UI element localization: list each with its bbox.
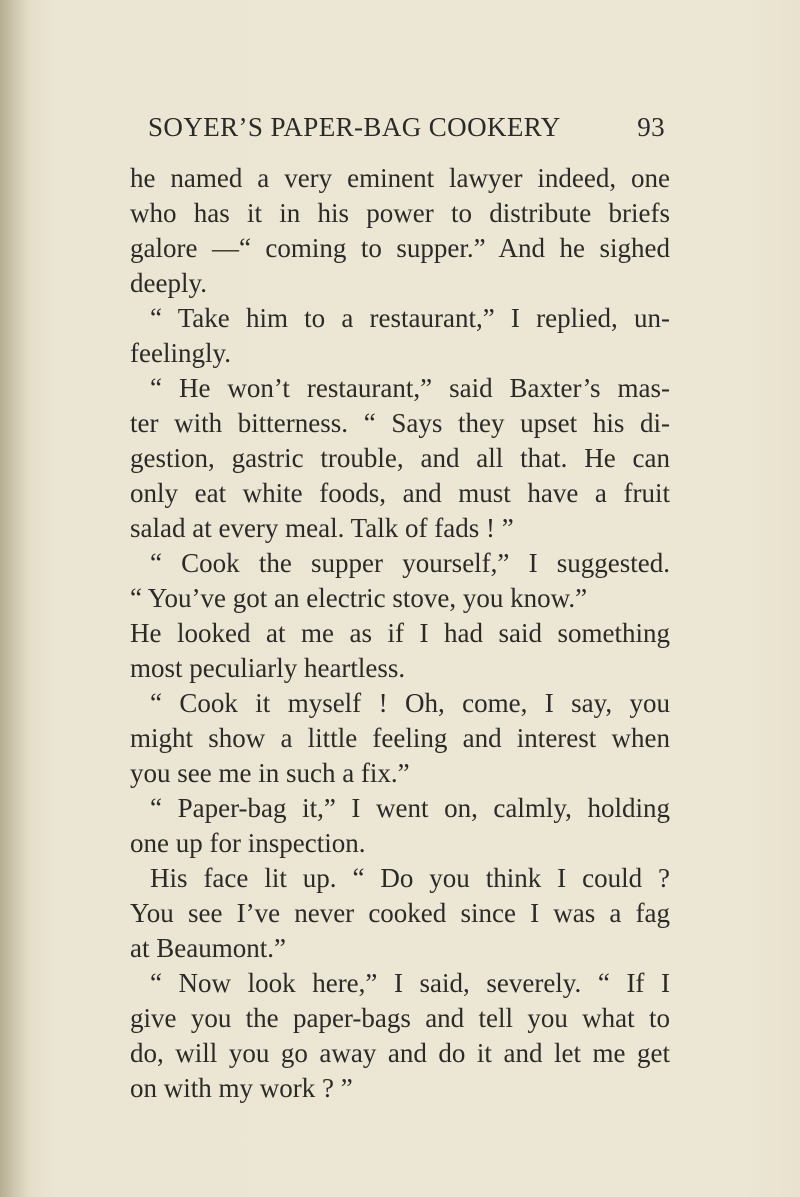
- text-line: “ He won’t restaurant,” said Baxter’s mas-: [150, 373, 670, 403]
- text-line: might show a little feeling and interest when: [130, 723, 670, 753]
- running-head-title: SOYER’S PAPER-BAG COOKERY: [148, 112, 561, 142]
- running-head: [130, 112, 665, 146]
- text-line: only eat white foods, and must have a fruit: [130, 478, 670, 508]
- text-line: He looked at me as if I had said something: [130, 618, 670, 648]
- text-line: “ Paper-bag it,” I went on, calmly, holding: [150, 793, 670, 823]
- text-line: ter with bitterness. “ Says they upset his di-: [130, 408, 670, 438]
- text-line: deeply.: [130, 268, 207, 298]
- text-line: he named a very eminent lawyer indeed, one: [130, 163, 670, 193]
- text-line: “ Cook the supper yourself,” I suggested.: [150, 548, 670, 578]
- text-line: you see me in such a fix.”: [130, 758, 410, 788]
- text-line: “ Cook it myself ! Oh, come, I say, you: [150, 688, 670, 718]
- text-line: “ Take him to a restaurant,” I replied, un-: [150, 303, 670, 333]
- text-line: “ You’ve got an electric stove, you know.”: [130, 583, 588, 613]
- gutter-shadow: [0, 0, 28, 1197]
- text-line: who has it in his power to distribute briefs: [130, 198, 670, 228]
- text-line: give you the paper-bags and tell you what to: [130, 1003, 670, 1033]
- text-line: galore —“ coming to supper.” And he sighed: [130, 233, 670, 263]
- page-number: 93: [637, 112, 665, 142]
- text-line: on with my work ? ”: [130, 1073, 353, 1103]
- text-line: gestion, gastric trouble, and all that. He can: [130, 443, 670, 473]
- text-line: salad at every meal. Talk of fads ! ”: [130, 513, 514, 543]
- text-line: feelingly.: [130, 338, 231, 368]
- text-line: You see I’ve never cooked since I was a fag: [130, 898, 670, 928]
- text-line: “ Now look here,” I said, severely. “ If I: [150, 968, 670, 998]
- text-line: one up for inspection.: [130, 828, 366, 858]
- text-line: His face lit up. “ Do you think I could ?: [150, 863, 670, 893]
- text-line: at Beaumont.”: [130, 933, 286, 963]
- text-line: do, will you go away and do it and let me get: [130, 1038, 670, 1068]
- text-line: most peculiarly heartless.: [130, 653, 406, 683]
